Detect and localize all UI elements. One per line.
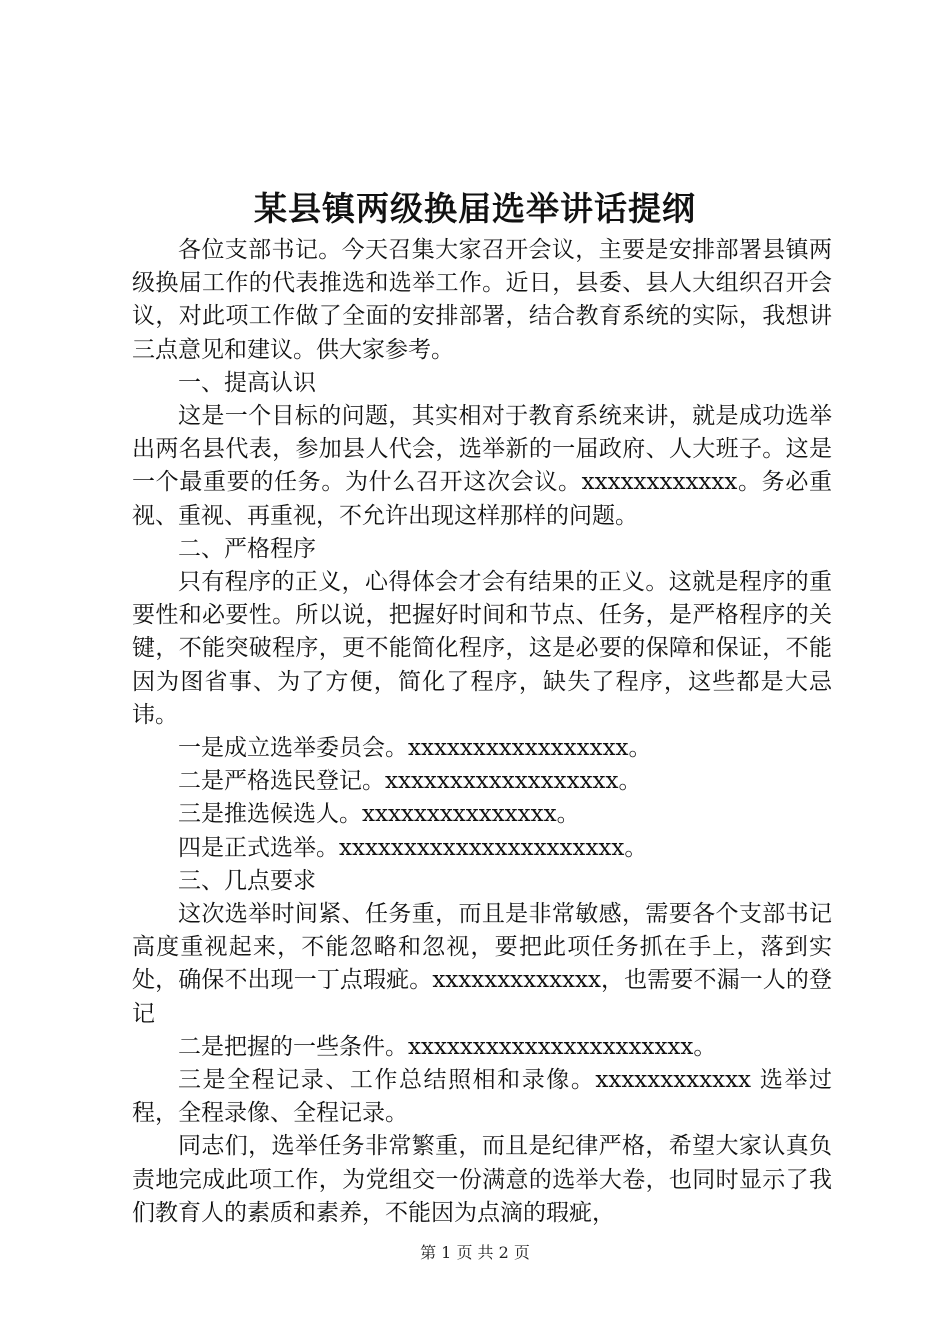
section-heading-2: 二、严格程序 xyxy=(178,535,316,562)
paragraph-intro: 各位支部书记。今天召集大家召开会议，主要是安排部署县镇两级换届工作的代表推选和选举工作。近日，县委、县人大组织召开会议，对此项工作做了全面的安排部署，结合教育系统的实际，我想讲三点意见和建议。供大家参考。 xyxy=(132,237,832,363)
list-item: 三是推选候选人。xxxxxxxxxxxxxxx。 xyxy=(178,801,580,828)
list-item: 四是正式选举。xxxxxxxxxxxxxxxxxxxxxx。 xyxy=(178,834,648,861)
section-heading-3: 三、几点要求 xyxy=(178,867,316,894)
list-item: 三是全程记录、工作总结照相和录像。xxxxxxxxxxxx 选举过程，全程录像、全程记录。 xyxy=(132,1067,832,1127)
page-number: 第 1 页 共 2 页 xyxy=(420,1243,530,1262)
paragraph: 这是一个目标的问题，其实相对于教育系统来讲，就是成功选举出两名县代表，参加县人代会，选举新的一届政府、人大班子。这是一个最重要的任务。为什么召开这次会议。xxxxxxxxxxxx。务必重视、重视、再重视，不允许出现这样那样的问题。 xyxy=(132,403,832,529)
paragraph-closing: 同志们，选举任务非常繁重，而且是纪律严格，希望大家认真负责地完成此项工作，为党组交一份满意的选举大卷，也同时显示了我们教育人的素质和素养，不能因为点滴的瑕疵， xyxy=(132,1133,832,1226)
paragraph: 只有程序的正义，心得体会才会有结果的正义。这就是程序的重要性和必要性。所以说，把握好时间和节点、任务，是严格程序的关键，不能突破程序，更不能简化程序，这是必要的保障和保证，不能因为图省事、为了方便，简化了程序，缺失了程序，这些都是大忌讳。 xyxy=(132,569,832,728)
list-item: 二是把握的一些条件。xxxxxxxxxxxxxxxxxxxxxx。 xyxy=(178,1033,717,1060)
list-item: 一是成立选举委员会。xxxxxxxxxxxxxxxxx。 xyxy=(178,735,652,762)
paragraph: 这次选举时间紧、任务重，而且是非常敏感，需要各个支部书记高度重视起来，不能忽略和忽视，要把此项任务抓在手上，落到实处，确保不出现一丁点瑕疵。xxxxxxxxxxxxx，也需要不漏一人的登记 xyxy=(132,901,832,1027)
document-body xyxy=(132,234,832,1230)
list-item: 二是严格选民登记。xxxxxxxxxxxxxxxxxx。 xyxy=(178,768,642,795)
section-heading-1: 一、提高认识 xyxy=(178,369,316,396)
document-title: 某县镇两级换届选举讲话提纲 xyxy=(254,189,696,228)
